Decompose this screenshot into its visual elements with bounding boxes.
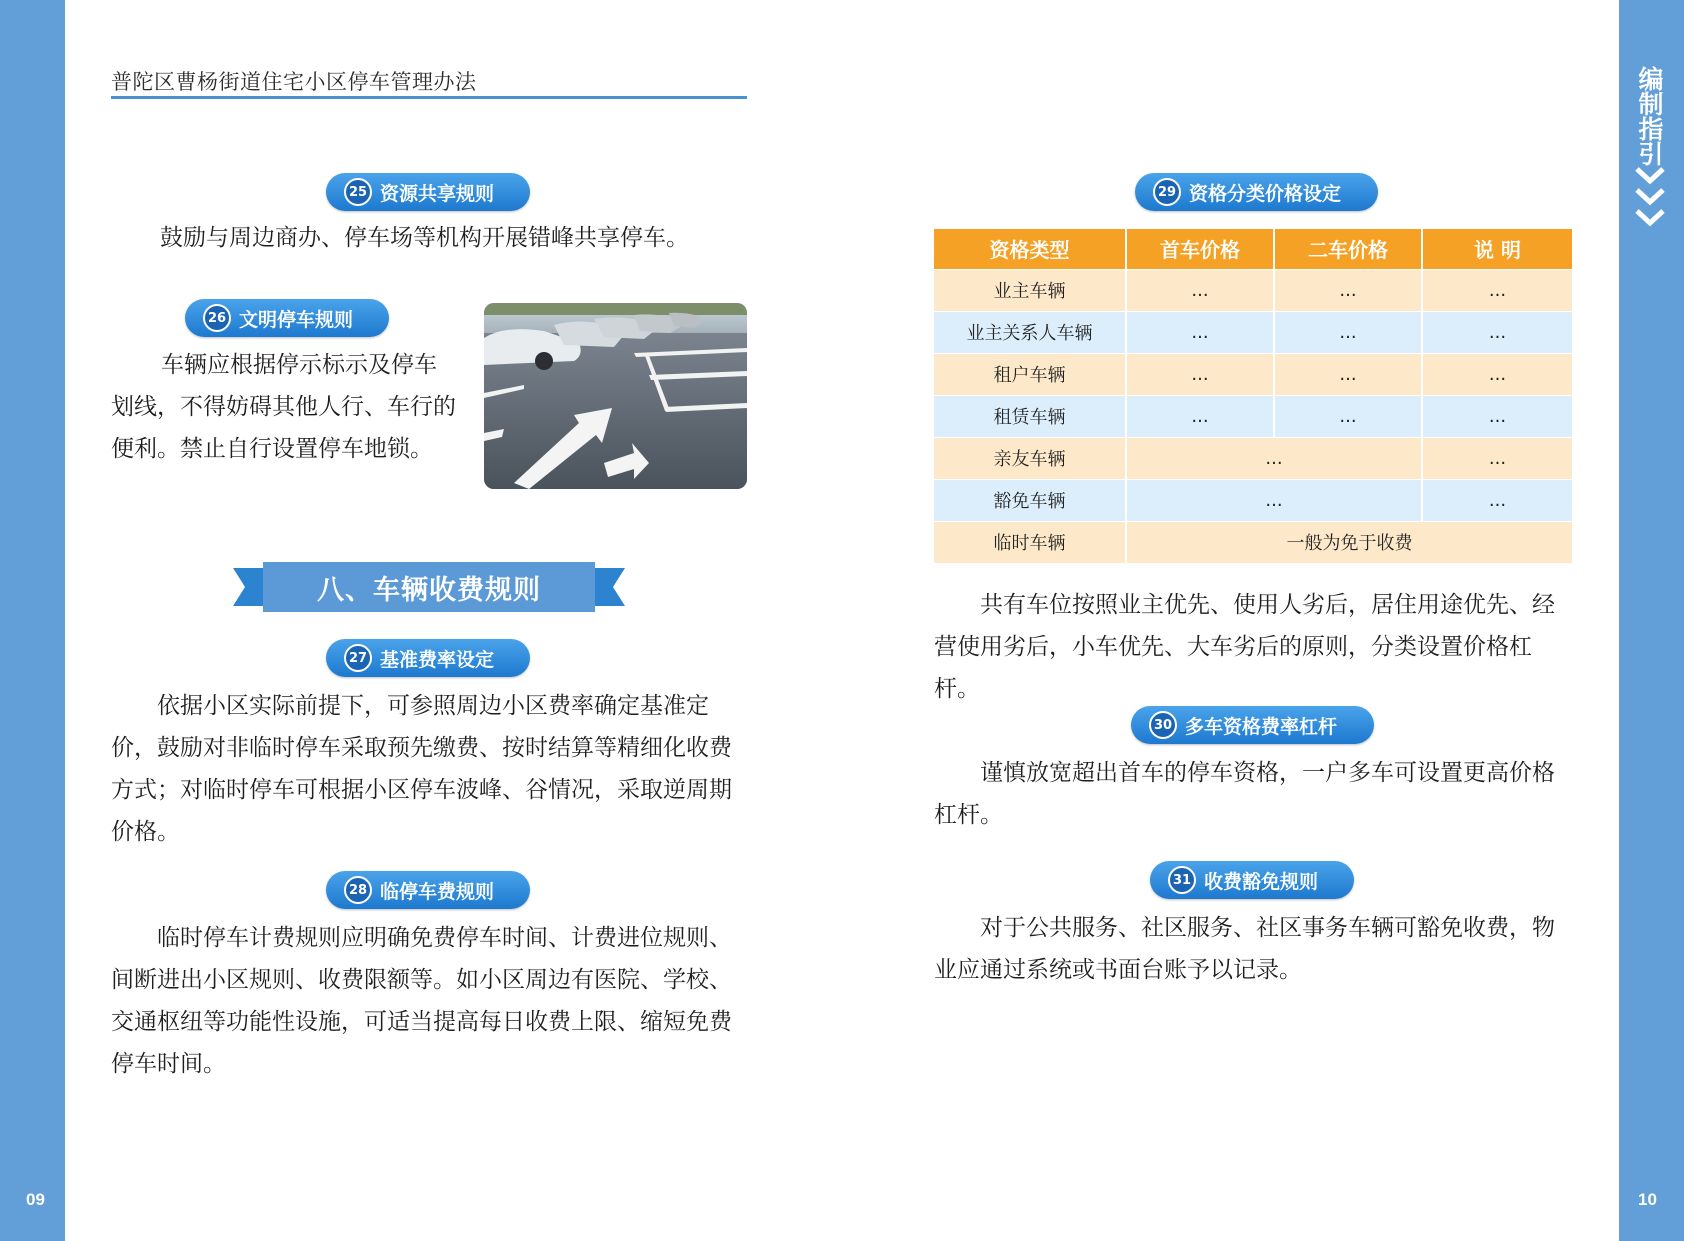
paragraph-28: 临时停车计费规则应明确免费停车时间、计费进位规则、间断进出小区规则、收费限额等。如小区周边有医院、学校、交通枢纽等功能性设施，可适当提高每日收费上限、缩短免费停车时间。 [111,925,732,1077]
table-row [934,479,1572,521]
number-badge: 25 [344,178,372,206]
chevron-down-icon [1633,166,1667,186]
number-badge: 28 [344,876,372,904]
left-side-bar [0,0,65,1241]
side-tab-label: 编制指引 [1635,66,1664,166]
paragraph-25: 鼓励与周边商办、停车场等机构开展错峰共享停车。 [160,225,689,251]
chevron-stack [1633,166,1667,229]
page-number-left: 09 [26,1190,45,1209]
table-row [934,269,1572,311]
heading-pill-29 [1135,173,1378,211]
table-row [934,437,1572,479]
document-title: 普陀区曹杨街道住宅小区停车管理办法 [111,70,477,94]
qualification-price-table [934,229,1572,563]
heading-label: 资格分类价格设定 [1189,182,1342,205]
heading-label: 多车资格费率杠杆 [1185,715,1338,738]
table-cell-merged: ... [1126,437,1422,479]
table-cell: ... [1422,395,1572,437]
number-badge: 26 [203,304,231,332]
table-cell-merged: ... [1126,479,1422,521]
table-header-row [934,229,1572,269]
number-badge: 29 [1153,178,1181,206]
table-row [934,353,1572,395]
parking-lot-photo [484,303,747,489]
table-row [934,311,1572,353]
heading-label: 基准费率设定 [380,648,495,671]
paragraph-31: 对于公共服务、社区服务、社区事务车辆可豁免收费，物业应通过系统或书面台账予以记录。 [934,915,1555,983]
table-cell-type: 租户车辆 [934,353,1126,395]
paragraph-30: 谨慎放宽超出首车的停车资格，一户多车可设置更高价格杠杆。 [934,760,1555,828]
table-cell-type: 临时车辆 [934,521,1126,563]
table-header-cell: 说 明 [1422,229,1572,269]
heading-label: 文明停车规则 [239,308,354,331]
paragraph-29: 共有车位按照业主优先、使用人劣后，居住用途优先、经营使用劣后，小车优先、大车劣后的原则，分类设置价格杠杆。 [934,592,1555,702]
table-cell-type: 业主关系人车辆 [934,311,1126,353]
title-underline [111,96,747,99]
section-heading-banner [233,562,625,612]
section-heading: 八、车辆收费规则 [263,562,595,612]
table-header-cell: 二车价格 [1274,229,1422,269]
table-header-cell: 首车价格 [1126,229,1274,269]
chevron-down-icon [1633,187,1667,207]
table-cell: ... [1126,311,1274,353]
table-cell: ... [1126,353,1274,395]
paragraph-27: 依据小区实际前提下，可参照周边小区费率确定基准定价，鼓励对非临时停车采取预先缴费、按时结算等精细化收费方式；对临时停车可根据小区停车波峰、谷情况，采取逆周期价格。 [111,693,732,845]
table-cell-type: 业主车辆 [934,269,1126,311]
page-number-right: 10 [1638,1190,1657,1209]
table-cell-type: 豁免车辆 [934,479,1126,521]
paragraph-26-line-3: 便利。禁止自行设置停车地锁。 [111,436,433,462]
table-cell: ... [1274,353,1422,395]
heading-pill-30 [1131,706,1374,744]
table-cell-type: 亲友车辆 [934,437,1126,479]
paragraph-26-line-2: 划线，不得妨碍其他人行、车行的 [111,394,456,420]
table-cell: ... [1422,353,1572,395]
table-header-cell: 资格类型 [934,229,1126,269]
heading-pill-31 [1150,861,1354,899]
heading-pill-25 [326,173,530,211]
heading-pill-26 [185,299,389,337]
chevron-down-icon [1633,208,1667,228]
table-cell: ... [1126,395,1274,437]
table-cell: ... [1274,311,1422,353]
table-cell: ... [1422,437,1572,479]
number-badge: 30 [1149,711,1177,739]
table-cell: ... [1274,269,1422,311]
table-cell: ... [1422,269,1572,311]
heading-label: 收费豁免规则 [1204,870,1319,893]
table-cell: ... [1422,311,1572,353]
table-cell: ... [1422,479,1572,521]
table-row [934,395,1572,437]
table-cell: ... [1126,269,1274,311]
heading-pill-28 [326,871,530,909]
number-badge: 31 [1168,866,1196,894]
heading-label: 临停车费规则 [380,880,495,903]
table-row [934,521,1572,563]
paragraph-26 [111,344,481,470]
table-cell-type: 租赁车辆 [934,395,1126,437]
heading-pill-27 [326,639,530,677]
number-badge: 27 [344,644,372,672]
paragraph-26-line-1: 车辆应根据停示标示及停车 [161,352,437,378]
heading-label: 资源共享规则 [380,182,495,205]
table-cell: ... [1274,395,1422,437]
table-cell-span-all: 一般为免于收费 [1126,521,1572,563]
